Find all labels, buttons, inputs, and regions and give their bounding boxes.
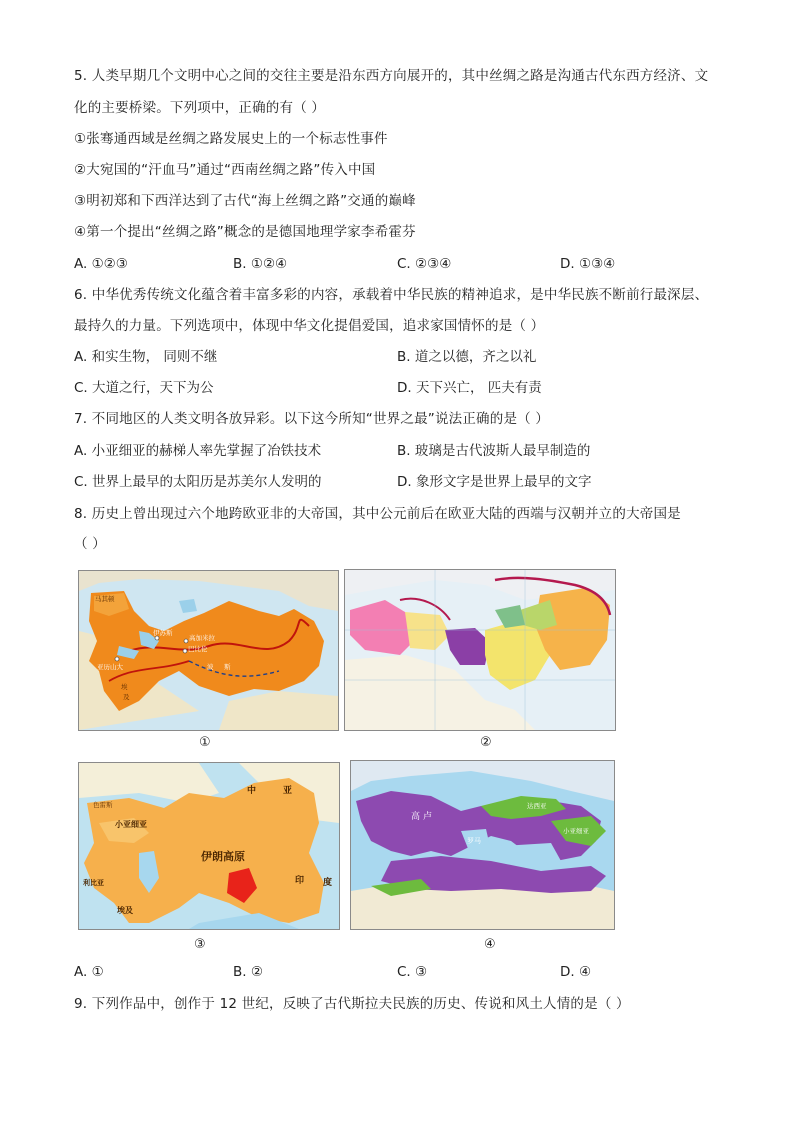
map1-label-persia-1: 波 bbox=[207, 663, 214, 671]
q6-stem-line2: 最持久的力量。下列选项中，体现中华文化提倡爱国，追求家国情怀的是（ ） bbox=[74, 318, 545, 334]
map1-label-macedon: 马其顿 bbox=[95, 595, 115, 603]
q8-option-d: D. ④ bbox=[560, 964, 592, 980]
map3-label-central-1: 中 bbox=[247, 786, 257, 796]
map3-label-libya: 利比亚 bbox=[83, 879, 104, 887]
q5-item-2: ②大宛国的“汗血马”通过“西南丝绸之路”传入中国 bbox=[74, 162, 376, 178]
map3-label-iranian-plateau: 伊朗高原 bbox=[201, 850, 245, 863]
q8-option-c: C. ③ bbox=[397, 964, 428, 980]
q5-stem-line1: 5. 人类早期几个文明中心之间的交往主要是沿东西方向展开的，其中丝绸之路是沟通古代东西方经济、文 bbox=[74, 68, 709, 84]
map-3-persian-empire bbox=[78, 762, 340, 930]
map1-label-gaugamela: 高加米拉 bbox=[189, 634, 215, 642]
q7-option-b: B. 玻璃是古代波斯人最早制造的 bbox=[397, 443, 591, 459]
q8-stem-line1: 8. 历史上曾出现过六个地跨欧亚非的大帝国，其中公元前后在欧亚大陆的西端与汉朝并立的大帝国是 bbox=[74, 506, 681, 522]
map4-label-gaul-1: 高 bbox=[411, 812, 421, 822]
map-1-alexander-empire bbox=[78, 570, 339, 731]
map-3-label: ③ bbox=[194, 937, 206, 952]
map-4-roman-empire bbox=[350, 760, 615, 930]
q8-stem-line2: （ ） bbox=[74, 536, 106, 552]
q7-option-c: C. 世界上最早的太阳历是苏美尔人发明的 bbox=[74, 474, 322, 490]
map-2-label: ② bbox=[480, 735, 492, 750]
map3-label-small-1: 色雷斯 bbox=[93, 801, 113, 809]
map3-label-central-2: 亚 bbox=[283, 786, 293, 796]
q6-stem-line1: 6. 中华优秀传统文化蕴含着丰富多彩的内容，承载着中华民族的精神追求，是中华民族不断前行最深层、 bbox=[74, 287, 709, 303]
map-1-label: ① bbox=[199, 735, 211, 750]
map1-label-babylon: 巴比伦 bbox=[188, 645, 208, 653]
map3-label-india-1: 印 bbox=[295, 876, 305, 886]
q5-item-1: ①张骞通西域是丝绸之路发展史上的一个标志性事件 bbox=[74, 131, 388, 147]
q9-stem-line1: 9. 下列作品中，创作于 12 世纪，反映了古代斯拉夫民族的历史、传说和风土人情的是（ ） bbox=[74, 996, 630, 1012]
map3-label-asia-minor: 小亚细亚 bbox=[115, 820, 147, 829]
q7-stem-line1: 7. 不同地区的人类文明各放异彩。以下这今所知“世界之最”说法正确的是（ ） bbox=[74, 411, 550, 427]
q5-option-a: A. ①②③ bbox=[74, 256, 128, 272]
map3-label-india-2: 度 bbox=[323, 878, 333, 888]
map4-label-rome: 罗马 bbox=[467, 837, 481, 845]
map3-label-egypt: 埃及 bbox=[117, 906, 133, 915]
map-4-label: ④ bbox=[484, 937, 496, 952]
q6-option-c: C. 大道之行，天下为公 bbox=[74, 380, 214, 396]
q7-option-a: A. 小亚细亚的赫梯人率先掌握了冶铁技术 bbox=[74, 443, 322, 459]
q5-option-b: B. ①②④ bbox=[233, 256, 288, 272]
q6-option-a: A. 和实生物， 同则不继 bbox=[74, 349, 218, 365]
map1-label-persia-2: 斯 bbox=[224, 663, 231, 671]
map4-label-asia-minor: 小亚细亚 bbox=[563, 827, 589, 835]
q5-stem-line2: 化的主要桥梁。下列项中，正确的有（ ） bbox=[74, 100, 326, 116]
map4-label-gaul-2: 卢 bbox=[423, 812, 433, 822]
map1-label-issus: 伊苏斯 bbox=[153, 629, 173, 637]
q8-option-a: A. ① bbox=[74, 964, 104, 980]
map-2-arab-empire bbox=[344, 569, 616, 731]
map4-label-dacia: 达西亚 bbox=[527, 802, 547, 810]
q5-item-3: ③明初郑和下西洋达到了古代“海上丝绸之路”交通的巅峰 bbox=[74, 193, 416, 209]
map1-label-egypt-2: 及 bbox=[123, 693, 130, 701]
q5-option-d: D. ①③④ bbox=[560, 256, 616, 272]
map1-label-egypt-1: 埃 bbox=[121, 683, 128, 691]
q7-option-d: D. 象形文字是世界上最早的文字 bbox=[397, 474, 592, 490]
q5-option-c: C. ②③④ bbox=[397, 256, 452, 272]
q5-item-4: ④第一个提出“丝绸之路”概念的是德国地理学家李希霍芬 bbox=[74, 224, 416, 240]
q6-option-d: D. 天下兴亡， 匹夫有责 bbox=[397, 380, 542, 396]
q6-option-b: B. 道之以德，齐之以礼 bbox=[397, 349, 537, 365]
map1-label-alexandria: 亚历山大 bbox=[97, 663, 123, 671]
q8-option-b: B. ② bbox=[233, 964, 263, 980]
